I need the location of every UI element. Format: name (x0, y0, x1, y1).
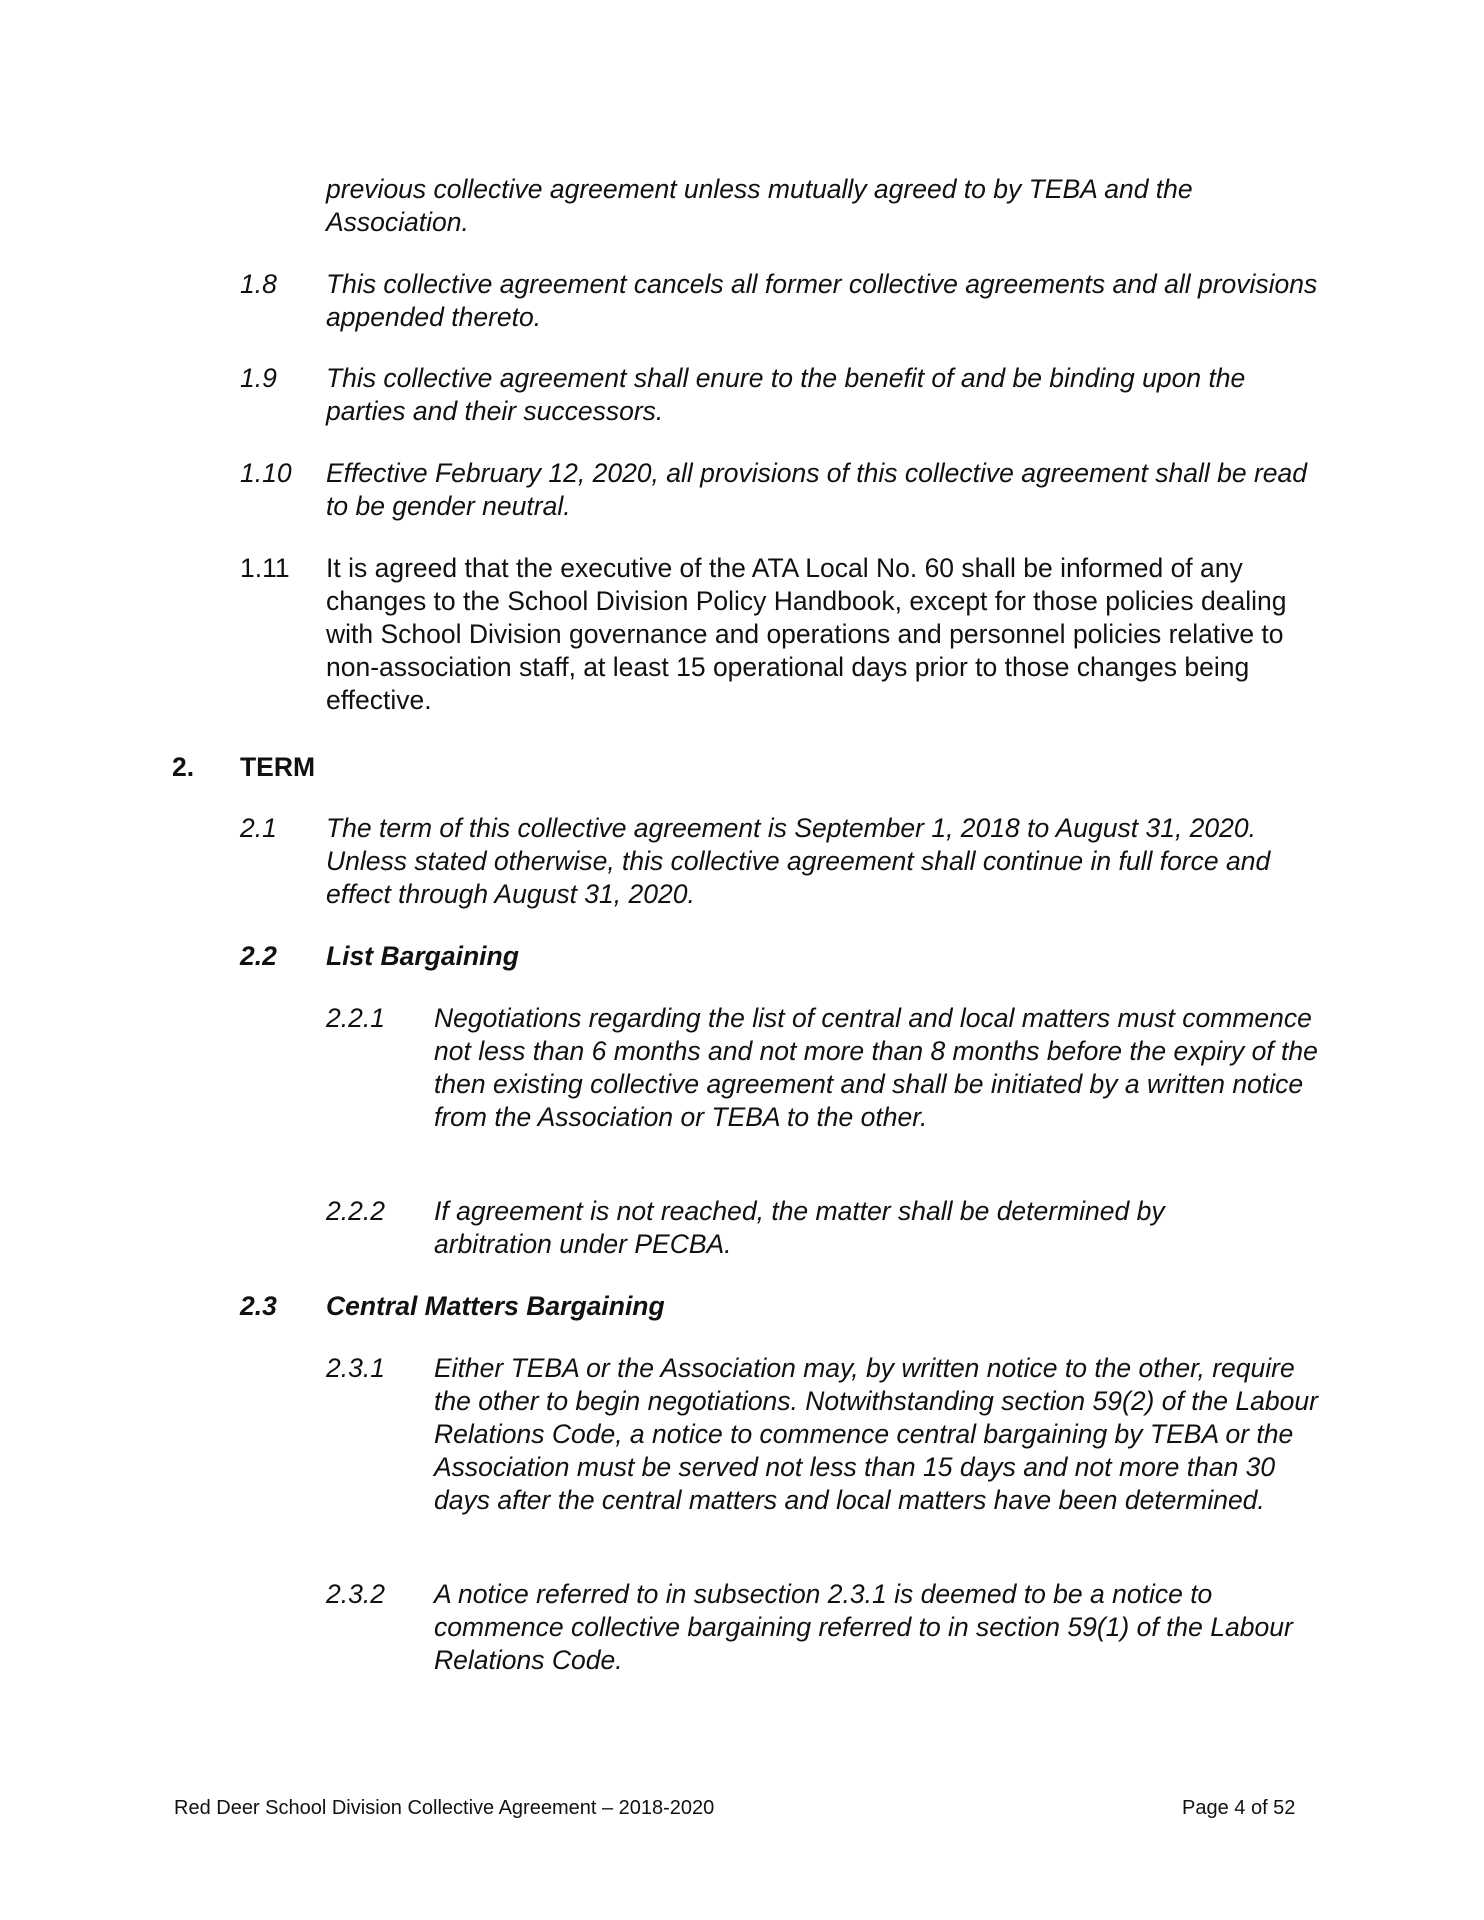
clause-number: 2.2.2 (326, 1196, 385, 1226)
clause-number: 1.10 (240, 458, 292, 488)
clause-text: Negotiations regarding the list of central and local matters must commence not less than 6 months and not more than 8 months before the expiry of the then existing collective agreement and shall be initiated by a written notice from the Association or TEBA to the other. (434, 1003, 1318, 1132)
clause-text: This collective agreement cancels all former collective agreements and all provisions appended thereto. (326, 269, 1318, 332)
clause-text: It is agreed that the executive of the ATA Local No. 60 shall be informed of any changes to the School Division Policy Handbook, except for those policies dealing with School Division governance and operations and personnel policies relative to non-association staff, at least 15 operational days prior to those changes being effective. (326, 553, 1287, 715)
clause-number: 1.11 (240, 553, 290, 583)
clause-text: The term of this collective agreement is September 1, 2018 to August 31, 2020. Unless stated otherwise, this collective agreement shall continue in full force and effect through August 31, 2020. (326, 813, 1271, 909)
clause-number: 1.9 (240, 363, 277, 393)
clause-number: 1.8 (240, 269, 277, 299)
section-number: 2. (172, 752, 195, 782)
clause-text: Either TEBA or the Association may, by written notice to the other, require the other to begin negotiations. Notwithstanding section 59(2) of the Labour Relations Code, a notice to commence central bargaining by TEBA or the Association must be served not less than 15 days and not more than 30 days after the central matters and local matters have been determined. (434, 1353, 1318, 1515)
clause-text: Effective February 12, 2020, all provisions of this collective agreement shall be read to be gender neutral. (326, 458, 1308, 521)
clause-number: 2.3.2 (326, 1579, 385, 1609)
clause-text: This collective agreement shall enure to the benefit of and be binding upon the parties and their successors. (326, 363, 1246, 426)
clause-number: 2.2 (240, 941, 277, 971)
clause-text: A notice referred to in subsection 2.3.1 is deemed to be a notice to commence collective bargaining referred to in section 59(1) of the Labour Relations Code. (434, 1579, 1293, 1675)
footer-page-number: Page 4 of 52 (1182, 1797, 1296, 1819)
clause-number: 2.2.1 (326, 1003, 385, 1033)
section-title: TERM (240, 752, 316, 782)
footer-document-title: Red Deer School Division Collective Agreement – 2018-2020 (174, 1797, 715, 1819)
clause-number: 2.1 (240, 813, 277, 843)
clause-number: 2.3.1 (326, 1353, 385, 1383)
clause-number: 2.3 (240, 1291, 277, 1321)
subsection-title: Central Matters Bargaining (326, 1291, 665, 1321)
subsection-title: List Bargaining (326, 941, 519, 971)
continuation-paragraph: previous collective agreement unless mutually agreed to by TEBA and the Association. (326, 174, 1193, 237)
clause-text: If agreement is not reached, the matter shall be determined by arbitration under PECBA. (434, 1196, 1165, 1259)
